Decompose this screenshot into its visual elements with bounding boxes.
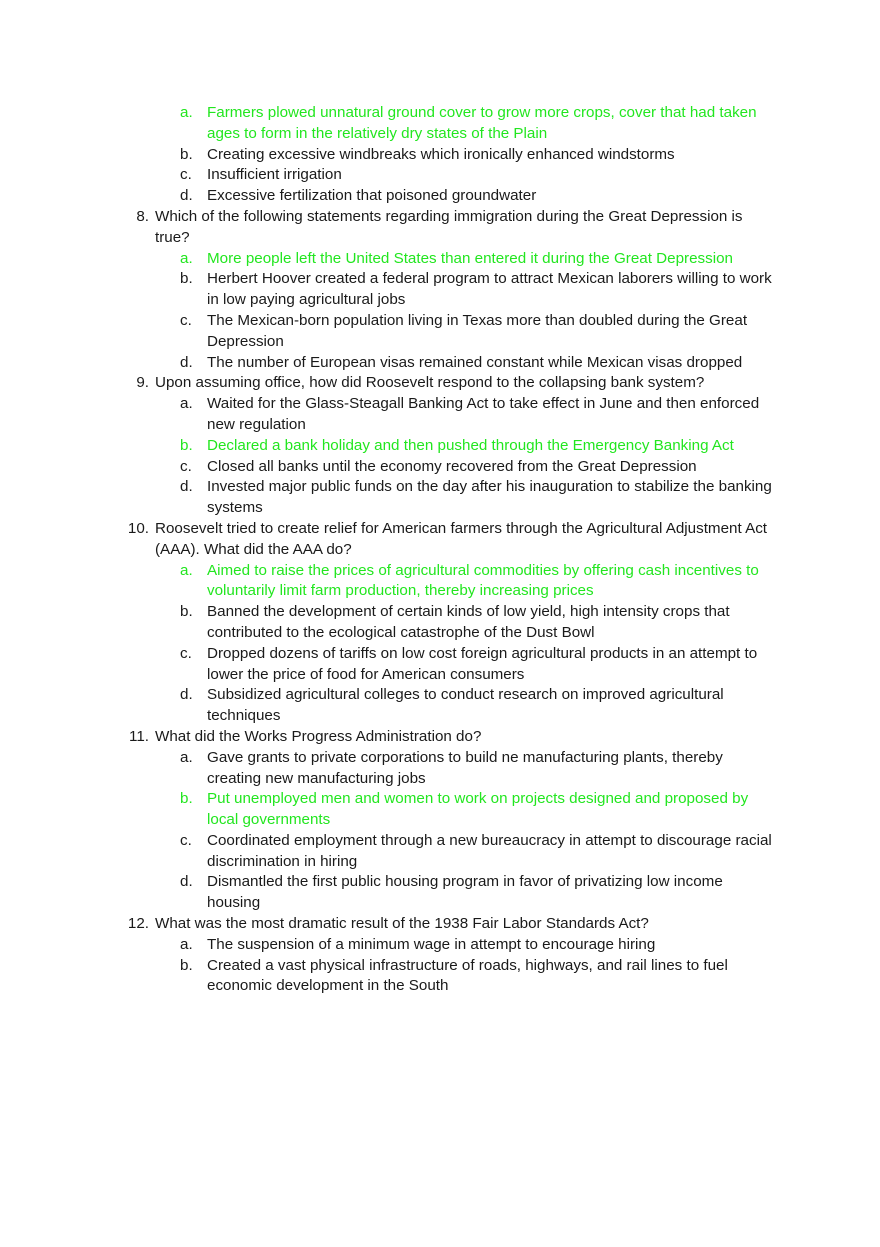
question-number: 8.	[136, 207, 149, 225]
option-letter: c.	[180, 166, 192, 184]
option-text: The Mexican-born population living in Texas more than doubled during the Great Depression	[207, 311, 748, 350]
option-text: Herbert Hoover created a federal program to attract Mexican laborers willing to work in low paying agricultural jobs	[207, 270, 772, 309]
option-letter: b.	[180, 145, 193, 163]
answer-option-correct	[0, 436, 779, 457]
answer-option	[0, 186, 779, 207]
option-letter: d.	[180, 187, 193, 205]
option-text: Dropped dozens of tariffs on low cost foreign agricultural products in an attempt to lower the price of food for American consumers	[207, 644, 758, 683]
question-number: 9.	[136, 374, 149, 392]
option-text: Invested major public funds on the day after his inauguration to stabilize the banking systems	[207, 478, 772, 517]
question-text: What did the Works Progress Administration do?	[155, 727, 482, 745]
answer-option	[0, 685, 779, 727]
question-number: 10.	[127, 519, 149, 537]
answer-option	[0, 644, 779, 686]
question-number: 11.	[129, 727, 149, 745]
option-letter: b.	[180, 270, 193, 288]
option-letter: b.	[180, 436, 193, 454]
option-letter: b.	[180, 956, 193, 974]
option-letter: d.	[180, 478, 193, 496]
option-letter: d.	[180, 353, 193, 371]
option-letter: a.	[180, 935, 193, 953]
question-12	[0, 914, 780, 935]
answer-option	[0, 477, 779, 519]
option-text: The suspension of a minimum wage in attempt to encourage hiring	[207, 935, 656, 953]
answer-option-correct	[0, 103, 779, 145]
option-letter: d.	[180, 686, 193, 704]
option-letter: a.	[180, 395, 193, 413]
option-letter: d.	[180, 873, 193, 891]
question-10	[0, 519, 780, 561]
option-letter: b.	[180, 603, 193, 621]
option-letter: b.	[180, 790, 193, 808]
answer-option	[0, 602, 779, 644]
option-text: Waited for the Glass-Steagall Banking Act to take effect in June and then enforced new regulation	[207, 395, 760, 433]
option-text: Subsidized agricultural colleges to conduct research on improved agricultural techniques	[207, 686, 724, 725]
question-text: Roosevelt tried to create relief for American farmers through the Agricultural Adjustment Act (AAA). What did the AAA do?	[155, 519, 768, 558]
answer-option	[0, 353, 779, 374]
option-text: Declared a bank holiday and then pushed through the Emergency Banking Act	[207, 436, 734, 454]
option-text: Banned the development of certain kinds of low yield, high intensity crops that contributed to the ecological catastrophe of the Dust Bowl	[207, 603, 730, 641]
option-letter: a.	[180, 104, 193, 121]
question-9	[0, 373, 780, 394]
option-letter: a.	[180, 249, 193, 267]
question-8	[0, 207, 780, 249]
option-text: Aimed to raise the prices of agricultural commodities by offering cash incentives to voluntarily limit farm production, thereby increasing prices	[207, 561, 759, 600]
option-text: Put unemployed men and women to work on projects designed and proposed by local governments	[207, 790, 749, 829]
answer-option-correct	[0, 249, 779, 270]
option-text: Gave grants to private corporations to build ne manufacturing plants, thereby creating new manufacturing jobs	[207, 748, 723, 787]
option-text: Insufficient irrigation	[207, 166, 342, 184]
option-letter: c.	[180, 831, 192, 849]
answer-option	[0, 831, 779, 873]
question-list	[0, 103, 880, 997]
question-11	[0, 727, 780, 748]
question-text: Which of the following statements regarding immigration during the Great Depression is true?	[155, 207, 743, 246]
answer-option-correct	[0, 789, 779, 831]
option-text: The number of European visas remained constant while Mexican visas dropped	[207, 353, 743, 371]
option-letter: c.	[180, 644, 192, 662]
option-text: Dismantled the first public housing program in favor of privatizing low income housing	[207, 873, 723, 912]
option-text: Farmers plowed unnatural ground cover to grow more crops, cover that had taken ages to form in the relatively dry states of the Plain	[207, 104, 757, 142]
option-text: Closed all banks until the economy recovered from the Great Depression	[207, 457, 697, 475]
option-text: Creating excessive windbreaks which ironically enhanced windstorms	[207, 145, 675, 163]
question-text: What was the most dramatic result of the 1938 Fair Labor Standards Act?	[155, 915, 649, 933]
question-text: Upon assuming office, how did Roosevelt respond to the collapsing bank system?	[155, 374, 705, 392]
answer-option	[0, 748, 779, 790]
option-text: More people left the United States than entered it during the Great Depression	[207, 249, 733, 267]
answer-option	[0, 956, 779, 998]
option-letter: c.	[180, 311, 192, 329]
answer-option	[0, 311, 779, 353]
answer-option	[0, 872, 779, 914]
answer-option-correct	[0, 561, 779, 603]
option-letter: a.	[180, 748, 193, 766]
answer-option	[0, 269, 779, 311]
answer-option	[0, 457, 779, 478]
option-text: Coordinated employment through a new bureaucracy in attempt to discourage racial discrimination in hiring	[207, 831, 772, 870]
option-letter: c.	[180, 457, 192, 475]
option-text: Excessive fertilization that poisoned groundwater	[207, 187, 537, 205]
answer-option	[0, 935, 779, 956]
answer-option	[0, 145, 779, 166]
option-text: Created a vast physical infrastructure of roads, highways, and rail lines to fuel economic development in the South	[207, 956, 728, 995]
answer-option	[0, 165, 779, 186]
option-letter: a.	[180, 561, 193, 579]
answer-option	[0, 394, 779, 436]
question-number: 12.	[127, 915, 149, 933]
